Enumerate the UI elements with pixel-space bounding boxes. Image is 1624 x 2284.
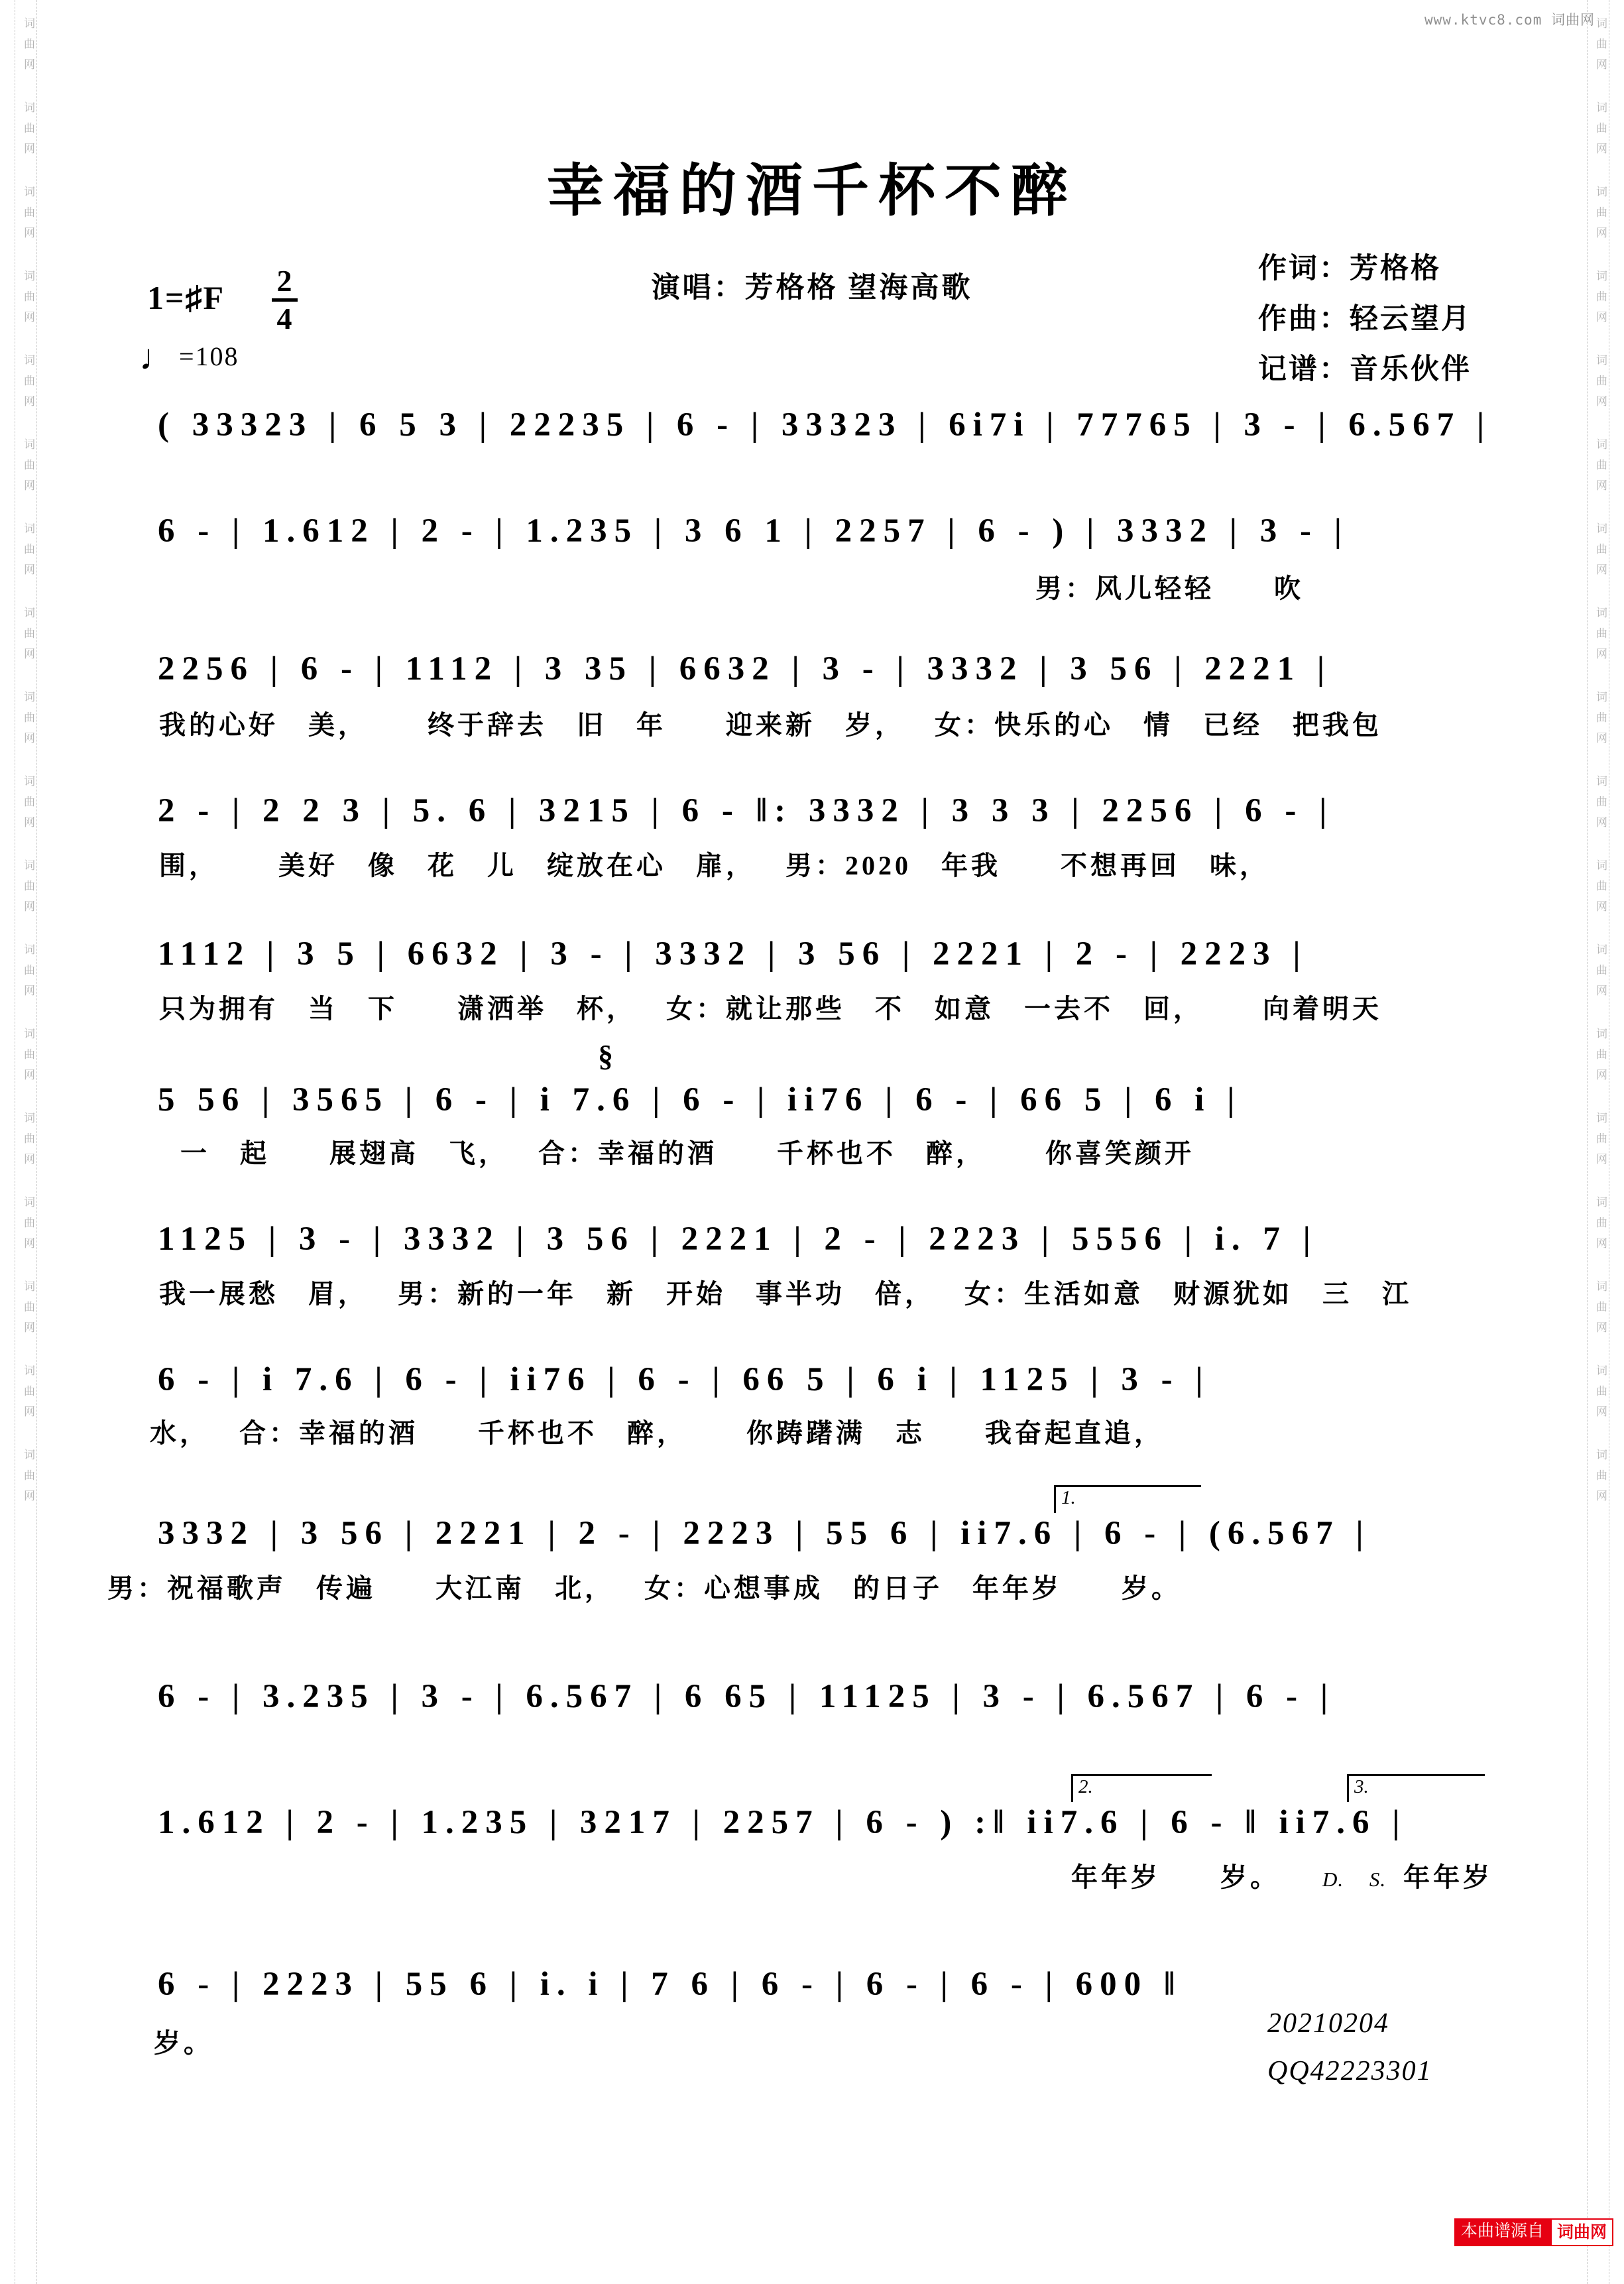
lyrics-line-4: 围， 美好 像 花 儿 绽放在心 扉， 男：2020 年我 不想再回 味， [159, 851, 1269, 880]
watermark-left-column: 词曲网 词曲网 词曲网 词曲网 词曲网 词曲网 词曲网 词曲网 词曲网 词曲网 词曲网 词曲网 词曲网 词曲网 词曲网 词曲网 词曲网 词曲网 [15, 0, 37, 2284]
notation-line-4: 2 - | 2 2 3 | 5. 6 | 3215 | 6 - ‖: 3332 | 3 3 3 | 2256 | 6 - | [158, 792, 1334, 829]
song-title: 幸福的酒千杯不醉 [547, 158, 1077, 224]
notation-line-6: 5 56 | 3565 | 6 - | i 7.6 | 6 - | ii76 | 6 - | 66 5 | 6 i | [158, 1081, 1242, 1118]
time-signature [264, 264, 305, 336]
source-badge [1454, 2218, 1613, 2246]
notation-line-2: 6 - | 1.612 | 2 - | 1.235 | 3 6 1 | 2257 | 6 - ) | 3332 | 3 - | [158, 512, 1349, 550]
quarter-note-icon: ♩ [139, 337, 176, 377]
lyrics-line-8: 水， 合：幸福的酒 千杯也不 醉， 你踌躇满 志 我奋起直追， [150, 1418, 1164, 1448]
notation-line-8: 6 - | i 7.6 | 6 - | ii76 | 6 - | 66 5 | 6 i | 1125 | 3 - | [158, 1361, 1210, 1398]
volta-bracket-1: 1. [1054, 1485, 1201, 1513]
dal-segno-mark: D. S. [1322, 1868, 1387, 1891]
watermark-site-url: www.ktvc8.com 词曲网 [1424, 12, 1595, 28]
tempo-marking [139, 337, 239, 378]
lyrics-line-7: 我一展愁 眉， 男：新的一年 新 开始 事半功 倍， 女：生活如意 财源犹如 三 江 [159, 1279, 1412, 1309]
lyrics-line-3: 我的心好 美， 终于辞去 旧 年 迎来新 岁， 女：快乐的心 情 已经 把我包 [159, 710, 1382, 740]
segno-icon: § [598, 1039, 613, 1073]
notation-line-7: 1125 | 3 - | 3332 | 3 56 | 2221 | 2 - | 2223 | 5556 | i. 7 | [158, 1221, 1318, 1258]
volta-bracket-3: 3. [1347, 1774, 1485, 1802]
lyrics-line-5: 只为拥有 当 下 潇洒举 杯， 女：就让那些 不 如意 一去不 回， 向着明天 [159, 994, 1382, 1024]
credits-block [1258, 244, 1472, 395]
lyrics-line-11 [1071, 1856, 1624, 1894]
notation-line-10: 6 - | 3.235 | 3 - | 6.567 | 6 65 | 11125 | 3 - | 6.567 | 6 - | [158, 1678, 1336, 1715]
notation-line-5: 1112 | 3 5 | 6632 | 3 - | 3332 | 3 56 | 2221 | 2 - | 2223 | [158, 935, 1308, 973]
lyrics-line-11-volta3: 年年岁 [1403, 1862, 1493, 1892]
lyrics-line-6: 一 起 展翅高 飞， 合：幸福的酒 千杯也不 醉， 你喜笑颜开 [180, 1138, 1194, 1168]
lyrics-line-2: 男：风儿轻轻 吹 [1035, 573, 1304, 603]
time-signature-denominator: 4 [276, 302, 292, 335]
notation-line-1: ( 33323 | 6 5 3 | 22235 | 6 - | 33323 | 6i7i | 77765 | 3 - | 6.567 | [158, 406, 1492, 444]
time-signature-numerator: 2 [272, 264, 298, 302]
watermark-right-column: 词曲网 词曲网 词曲网 词曲网 词曲网 词曲网 词曲网 词曲网 词曲网 词曲网 词曲网 词曲网 词曲网 词曲网 词曲网 词曲网 词曲网 词曲网 [1587, 0, 1609, 2284]
qq-stamp: QQ42223301 [1267, 2056, 1432, 2086]
tempo-value: =108 [179, 341, 239, 371]
lyrics-line-12: 岁。 [154, 2028, 213, 2058]
source-badge-site: 词曲网 [1550, 2218, 1613, 2246]
notation-line-3: 2256 | 6 - | 1112 | 3 35 | 6632 | 3 - | 3332 | 3 56 | 2221 | [158, 650, 1332, 688]
transcriber-credit: 记谱：音乐伙伴 [1258, 354, 1472, 385]
lyrics-line-9: 男：祝福歌声 传遍 大江南 北， 女：心想事成 的日子 年年岁 岁。 [107, 1573, 1181, 1603]
performer-credit: 演唱：芳格格 望海高歌 [651, 272, 973, 304]
lyricist-credit: 作词：芳格格 [1258, 253, 1441, 284]
composer-credit: 作曲：轻云望月 [1258, 304, 1472, 335]
notation-line-9: 3332 | 3 56 | 2221 | 2 - | 2223 | 55 6 | ii7.6 | 6 - | (6.567 | [158, 1515, 1371, 1552]
volta-bracket-2: 2. [1071, 1774, 1212, 1802]
source-badge-label: 本曲谱源自 [1454, 2218, 1550, 2246]
date-stamp: 20210204 [1267, 2008, 1389, 2039]
notation-line-12: 6 - | 2223 | 55 6 | i. i | 7 6 | 6 - | 6 - | 6 - | 600 ‖ [158, 1966, 1183, 2003]
key-signature: 1=♯F [147, 279, 225, 316]
lyrics-line-11-volta2: 年年岁 岁。 [1071, 1862, 1280, 1892]
notation-line-11: 1.612 | 2 - | 1.235 | 3217 | 2257 | 6 - ) :‖ ii7.6 | 6 - ‖ ii7.6 | [158, 1804, 1407, 1841]
